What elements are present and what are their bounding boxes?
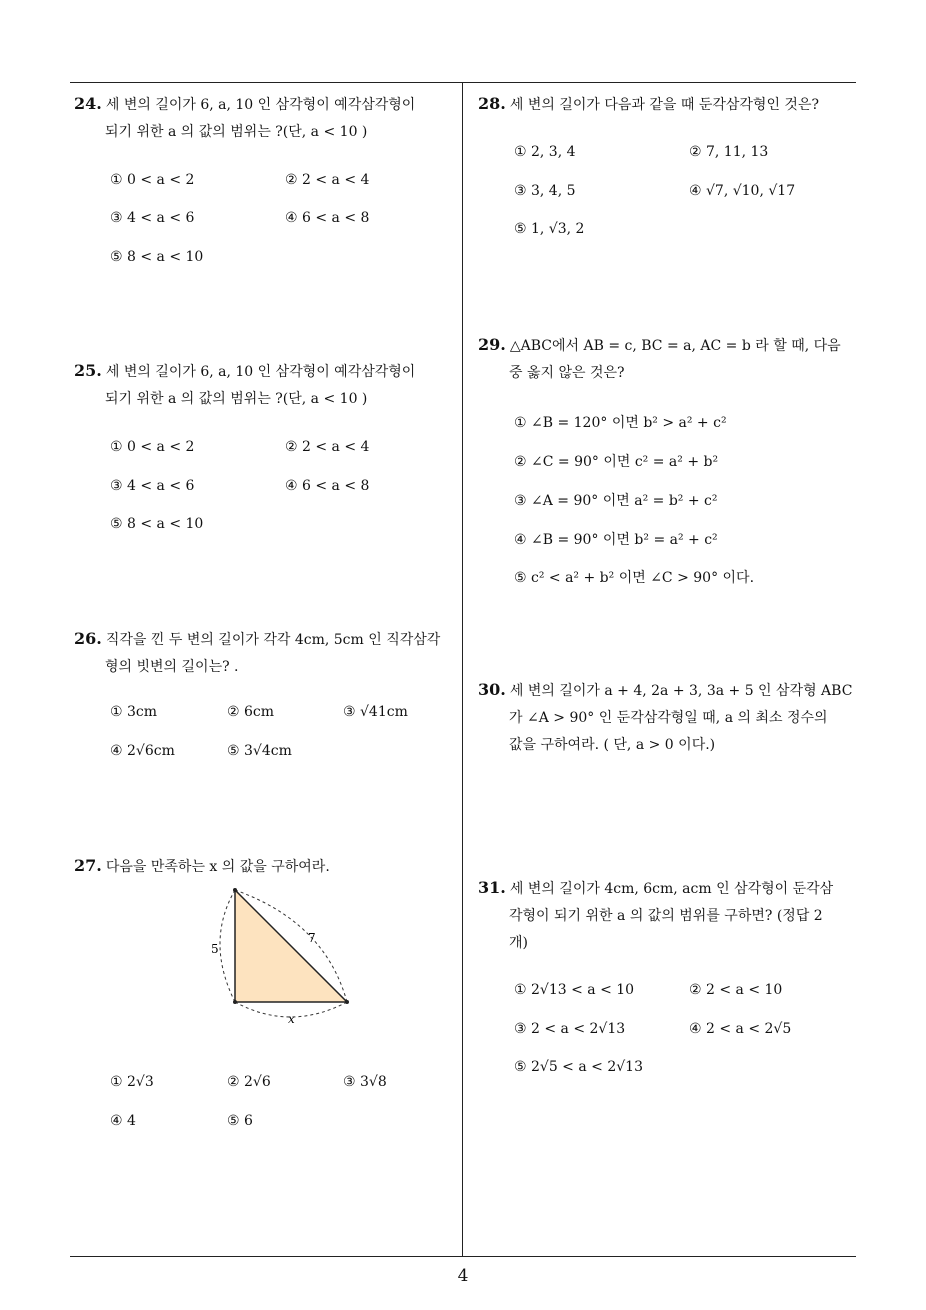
vertex-top <box>233 888 237 892</box>
question-number: 31. <box>478 878 506 897</box>
question-text-line2: 각형이 되기 위한 a 의 값의 범위를 구하면? (정답 2 <box>509 908 823 924</box>
vertex-bottom-left <box>233 1000 237 1004</box>
question-text-line2: 되기 위한 a 의 값의 범위는 ?(단, a < 10 ) <box>105 391 368 407</box>
option-5[interactable]: ⑤ 8 < a < 10 <box>110 249 204 265</box>
question-text-line1: 세 변의 길이가 6, a, 10 인 삼각형이 예각삼각형이 <box>105 97 416 113</box>
option-5[interactable]: ⑤ c² < a² + b² 이면 ∠C > 90° 이다. <box>514 570 755 586</box>
question-24 <box>74 90 460 146</box>
option-5[interactable]: ⑤ 6 <box>227 1113 253 1129</box>
bottom-rule <box>70 1256 856 1257</box>
triangle-figure <box>200 882 365 1027</box>
question-31 <box>478 874 860 957</box>
question-27 <box>74 852 460 881</box>
option-5[interactable]: ⑤ 2√5 < a < 2√13 <box>514 1059 643 1075</box>
label-5: 5 <box>211 942 219 956</box>
option-2[interactable]: ② ∠C = 90° 이면 c² = a² + b² <box>514 454 719 470</box>
option-1[interactable]: ① 0 < a < 2 <box>110 172 195 188</box>
option-4[interactable]: ④ 6 < a < 8 <box>285 210 370 226</box>
question-text-line1: 세 변의 길이가 a + 4, 2a + 3, 3a + 5 인 삼각형 ABC <box>509 683 853 699</box>
option-5[interactable]: ⑤ 8 < a < 10 <box>110 516 204 532</box>
question-text-line1: 직각을 낀 두 변의 길이가 각각 4cm, 5cm 인 직각삼각 <box>105 632 441 648</box>
option-3[interactable]: ③ ∠A = 90° 이면 a² = b² + c² <box>514 493 718 509</box>
question-text-line2: 중 옳지 않은 것은? <box>509 365 625 381</box>
question-number: 26. <box>74 629 102 648</box>
option-5[interactable]: ⑤ 3√4cm <box>227 743 292 759</box>
option-2[interactable]: ② 6cm <box>227 704 275 720</box>
question-text-line1: 세 변의 길이가 다음과 같을 때 둔각삼각형인 것은? <box>509 97 819 113</box>
question-number: 24. <box>74 94 102 113</box>
vertex-bottom-right <box>345 1000 349 1004</box>
question-number: 30. <box>478 680 506 699</box>
question-text-line2: 되기 위한 a 의 값의 범위는 ?(단, a < 10 ) <box>105 124 368 140</box>
option-4[interactable]: ④ 2 < a < 2√5 <box>689 1021 792 1037</box>
option-4[interactable]: ④ 2√6cm <box>110 743 175 759</box>
option-3[interactable]: ③ 4 < a < 6 <box>110 478 195 494</box>
option-3[interactable]: ③ 4 < a < 6 <box>110 210 195 226</box>
label-7: 7 <box>308 931 316 945</box>
option-4[interactable]: ④ 4 <box>110 1113 136 1129</box>
option-3[interactable]: ③ 2 < a < 2√13 <box>514 1021 626 1037</box>
option-4[interactable]: ④ √7, √10, √17 <box>689 183 796 199</box>
question-text-line3: 값을 구하여라. ( 단, a > 0 이다.) <box>509 737 716 753</box>
top-rule <box>70 82 856 83</box>
option-2[interactable]: ② 2 < a < 4 <box>285 439 370 455</box>
question-text-line3: 개) <box>509 935 528 951</box>
option-1[interactable]: ① 2√13 < a < 10 <box>514 982 635 998</box>
option-5[interactable]: ⑤ 1, √3, 2 <box>514 221 585 237</box>
column-divider <box>462 82 463 1256</box>
option-1[interactable]: ① 0 < a < 2 <box>110 439 195 455</box>
option-2[interactable]: ② 2 < a < 4 <box>285 172 370 188</box>
question-29 <box>478 331 860 387</box>
arc-left <box>220 890 235 1002</box>
question-number: 28. <box>478 94 506 113</box>
page-number: 4 <box>457 1266 469 1286</box>
option-3[interactable]: ③ √41cm <box>343 704 408 720</box>
right-triangle <box>235 890 347 1002</box>
question-number: 25. <box>74 361 102 380</box>
question-text-line1: 다음을 만족하는 x 의 값을 구하여라. <box>105 859 330 875</box>
question-30 <box>478 676 860 759</box>
question-text-line2: 가 ∠A > 90° 인 둔각삼각형일 때, a 의 최소 정수의 <box>509 710 828 726</box>
option-2[interactable]: ② 7, 11, 13 <box>689 144 769 160</box>
option-3[interactable]: ③ 3, 4, 5 <box>514 183 576 199</box>
question-text-line1: 세 변의 길이가 4cm, 6cm, acm 인 삼각형이 둔각삼 <box>509 881 834 897</box>
option-4[interactable]: ④ ∠B = 90° 이면 b² = a² + c² <box>514 532 718 548</box>
question-number: 29. <box>478 335 506 354</box>
question-text-line1: 세 변의 길이가 6, a, 10 인 삼각형이 예각삼각형이 <box>105 364 416 380</box>
question-number: 27. <box>74 856 102 875</box>
option-1[interactable]: ① 3cm <box>110 704 158 720</box>
label-x: x <box>288 1012 295 1026</box>
option-2[interactable]: ② 2 < a < 10 <box>689 982 783 998</box>
question-28 <box>478 90 858 119</box>
question-26 <box>74 625 460 681</box>
option-1[interactable]: ① 2√3 <box>110 1074 154 1090</box>
question-text-line2: 형의 빗변의 길이는? . <box>105 659 239 675</box>
option-3[interactable]: ③ 3√8 <box>343 1074 387 1090</box>
option-1[interactable]: ① ∠B = 120° 이면 b² > a² + c² <box>514 415 727 431</box>
question-25 <box>74 357 460 413</box>
option-1[interactable]: ① 2, 3, 4 <box>514 144 576 160</box>
option-2[interactable]: ② 2√6 <box>227 1074 271 1090</box>
question-text-line1: △ABC에서 AB = c, BC = a, AC = b 라 할 때, 다음 <box>509 338 841 354</box>
option-4[interactable]: ④ 6 < a < 8 <box>285 478 370 494</box>
